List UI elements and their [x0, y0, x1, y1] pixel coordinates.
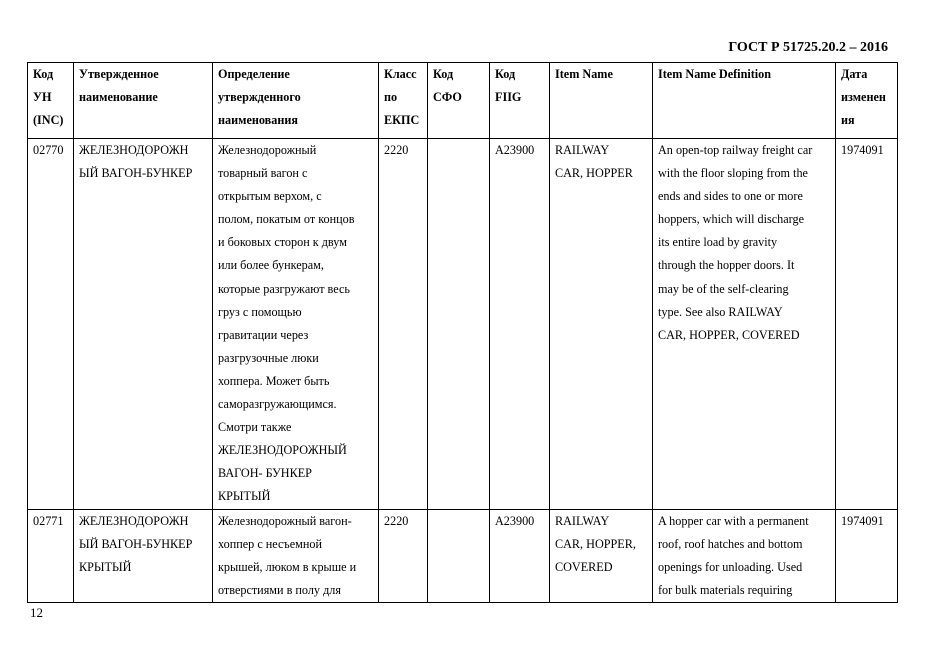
cell-sfo	[428, 139, 490, 510]
table-row	[28, 139, 898, 510]
cell-definition: Железнодорожный вагон- хоппер с несъемной крышей, люком в крыше и отверстиями в полу для	[213, 509, 379, 602]
cell-item-name: RAILWAY CAR, HOPPER, COVERED	[550, 509, 653, 602]
cell-approved-name: ЖЕЛЕЗНОДОРОЖН ЫЙ ВАГОН-БУНКЕР	[74, 139, 213, 510]
table-header-row	[28, 63, 898, 139]
cell-change-date: 1974091	[836, 509, 898, 602]
col-header-approved-name: Утвержденное наименование	[74, 63, 213, 139]
standard-header: ГОСТ Р 51725.20.2 – 2016	[728, 40, 888, 55]
cell-ekps: 2220	[379, 509, 428, 602]
table-row	[28, 509, 898, 602]
col-header-definition: Определение утвержденного наименования	[213, 63, 379, 139]
page-number: 12	[30, 605, 43, 620]
col-header-change-date: Дата изменен ия	[836, 63, 898, 139]
col-header-sfo: Код СФО	[428, 63, 490, 139]
col-header-item-name: Item Name	[550, 63, 653, 139]
col-header-item-name-definition: Item Name Definition	[653, 63, 836, 139]
cell-sfo	[428, 509, 490, 602]
inc-table	[27, 62, 898, 603]
cell-inc-code: 02770	[28, 139, 74, 510]
cell-change-date: 1974091	[836, 139, 898, 510]
cell-definition: Железнодорожный товарный вагон с открытым верхом, с полом, покатым от концов и боковых сторон к двум или более бункерам, которые разгружают весь груз с помощью гравитации через разгрузочные люки хоппера. Может быть саморазгружающимся. Смотри также ЖЕЛЕЗНОДОРОЖНЫЙ ВАГОН- БУНКЕР КРЫТЫЙ	[213, 139, 379, 510]
cell-item-name-definition: An open-top railway freight car with the floor sloping from the ends and sides to one or more hoppers, which will discharge its entire load by gravity through the hopper doors. It may be of the self-clearing type. See also RAILWAY CAR, HOPPER, COVERED	[653, 139, 836, 510]
cell-approved-name: ЖЕЛЕЗНОДОРОЖН ЫЙ ВАГОН-БУНКЕР КРЫТЫЙ	[74, 509, 213, 602]
col-header-ekps: Класс по ЕКПС	[379, 63, 428, 139]
cell-item-name-definition: A hopper car with a permanent roof, roof hatches and bottom openings for unloading. Used for bulk materials requiring	[653, 509, 836, 602]
cell-item-name: RAILWAY CAR, HOPPER	[550, 139, 653, 510]
cell-fiig: A23900	[490, 139, 550, 510]
cell-fiig: A23900	[490, 509, 550, 602]
cell-inc-code: 02771	[28, 509, 74, 602]
col-header-fiig: Код FIIG	[490, 63, 550, 139]
cell-ekps: 2220	[379, 139, 428, 510]
col-header-inc: Код УН (INC)	[28, 63, 74, 139]
